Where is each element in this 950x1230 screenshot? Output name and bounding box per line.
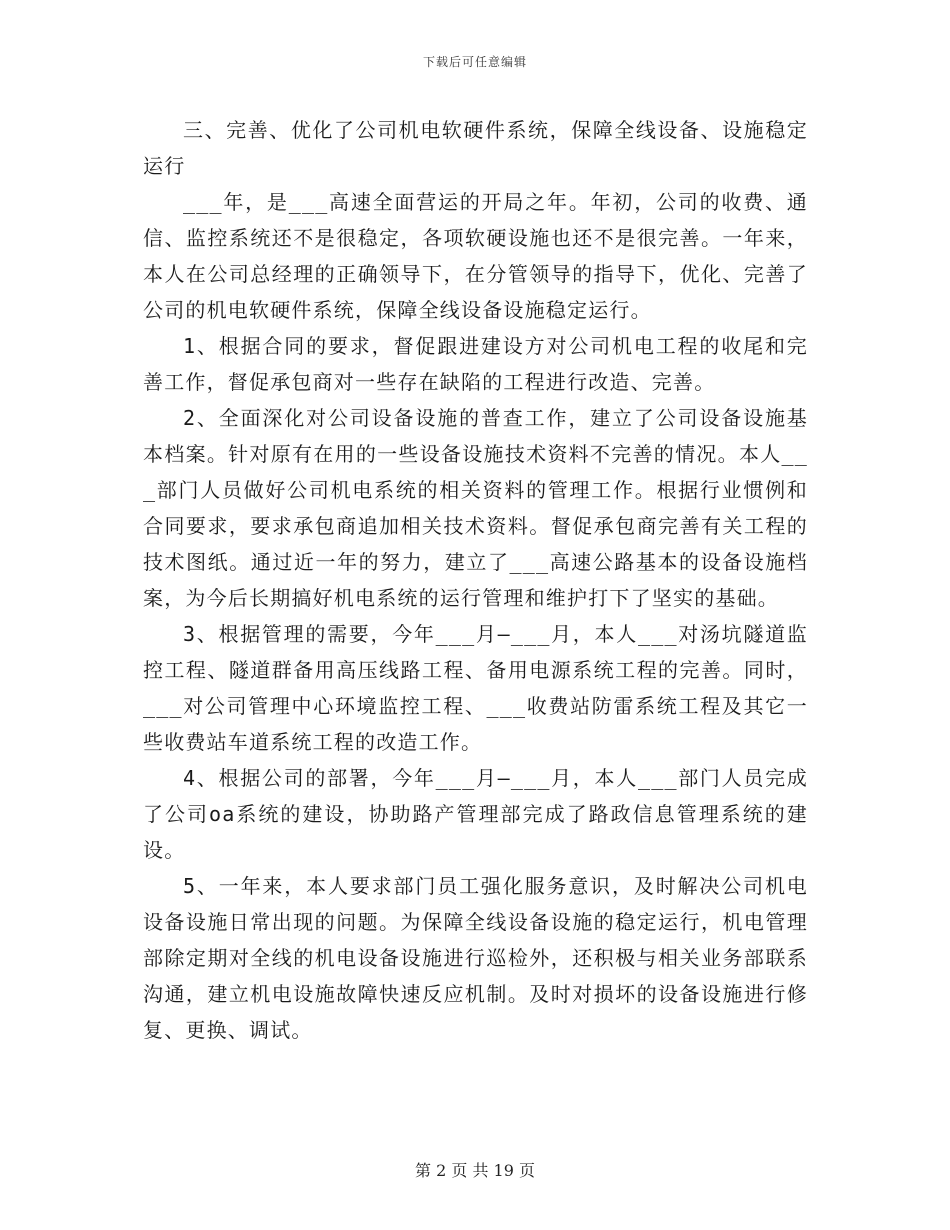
paragraph-item-5: 5、一年来，本人要求部门员工强化服务意识，及时解决公司机电设备设施日常出现的问题。为保障全线设备设施的稳定运行，机电管理部除定期对全线的机电设备设施进行巡检外，还积极与相关业务部联系沟通，建立机电设施故障快速反应机制。及时对损坏的设备设施进行修复、更换、调试。 <box>143 874 808 1042</box>
section-heading: 三、完善、优化了公司机电软硬件系统，保障全线设备、设施稳定运行 <box>143 118 808 178</box>
document-body <box>143 112 808 1048</box>
page-number: 第 2 页 共 19 页 <box>415 1161 535 1180</box>
paragraph-intro: ___年，是___高速全面营运的开局之年。年初，公司的收费、通信、监控系统还不是很稳定，各项软硬设施也还不是很完善。一年来，本人在公司总经理的正确领导下，在分管领导的指导下，优化、完善了公司的机电软硬件系统，保障全线设备设施稳定运行。 <box>143 190 808 322</box>
page-header: 下载后可任意编辑 <box>422 55 527 69</box>
paragraph-item-2: 2、全面深化对公司设备设施的普查工作，建立了公司设备设施基本档案。针对原有在用的一些设备设施技术资料不完善的情况。本人___部门人员做好公司机电系统的相关资料的管理工作。根据行业惯例和合同要求，要求承包商追加相关技术资料。督促承包商完善有关工程的技术图纸。通过近一年的努力，建立了___高速公路基本的设备设施档案，为今后长期搞好机电系统的运行管理和维护打下了坚实的基础。 <box>143 406 808 610</box>
paragraph-item-1: 1、根据合同的要求，督促跟进建设方对公司机电工程的收尾和完善工作，督促承包商对一些存在缺陷的工程进行改造、完善。 <box>143 334 808 394</box>
paragraph-item-4: 4、根据公司的部署，今年___月—___月，本人___部门人员完成了公司oa系统的建设，协助路产管理部完成了路政信息管理系统的建设。 <box>143 766 808 862</box>
paragraph-item-3: 3、根据管理的需要，今年___月—___月，本人___对汤坑隧道监控工程、隧道群备用高压线路工程、备用电源系统工程的完善。同时，___对公司管理中心环境监控工程、___收费站防雷系统工程及其它一些收费站车道系统工程的改造工作。 <box>143 622 808 754</box>
